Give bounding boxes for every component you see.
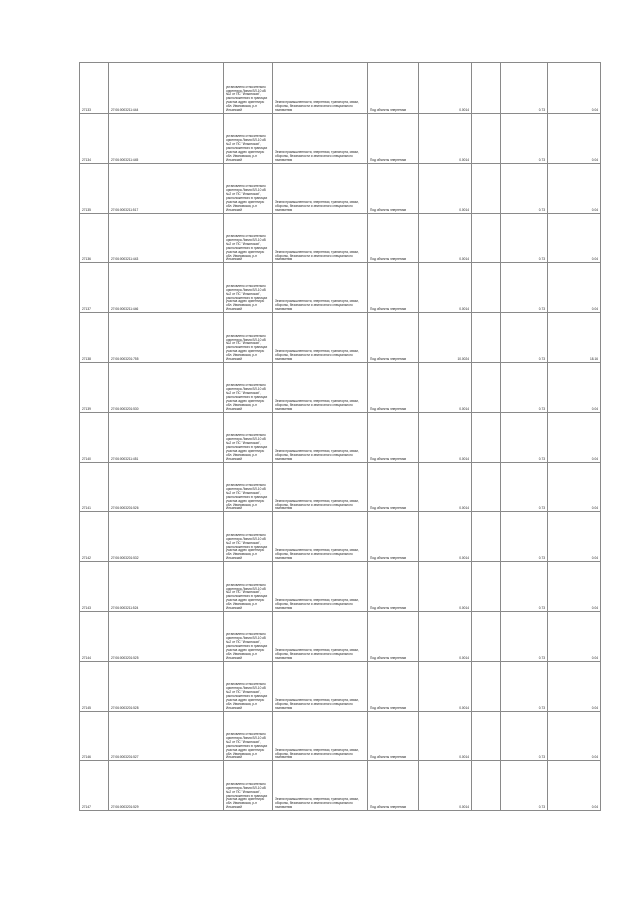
- empty-cell: [472, 263, 501, 313]
- land-category-cell: Земли промышленности, энергетики, транспорта, связи, обороны, безопасности и земли иного специального назначения: [273, 711, 368, 761]
- empty-cell: [472, 313, 501, 363]
- table-row: [80, 114, 601, 164]
- cadastral-number-cell: 27:06:0003211:444: [109, 63, 224, 114]
- rate-cell: 0.73: [501, 412, 548, 462]
- table-row: [80, 711, 601, 761]
- permitted-use-cell: Под объекты энергетики: [368, 711, 419, 761]
- tax-amount-cell: 18.16: [548, 313, 601, 363]
- tax-amount-cell: 0.04: [548, 263, 601, 313]
- rate-cell: 0.73: [501, 213, 548, 263]
- permitted-use-cell: Под объекты энергетики: [368, 63, 419, 114]
- permitted-use-cell: Под объекты энергетики: [368, 114, 419, 164]
- rate-cell: 0.73: [501, 114, 548, 164]
- tax-amount-cell: 0.04: [548, 611, 601, 661]
- row-number-cell: 27141: [80, 462, 109, 512]
- land-category-cell: Земли промышленности, энергетики, транспорта, связи, обороны, безопасности и земли иного специального назначения: [273, 611, 368, 661]
- empty-cell: [472, 711, 501, 761]
- cadastral-number-cell: 27:06:0003201:527: [109, 711, 224, 761]
- tax-amount-cell: 0.04: [548, 761, 601, 811]
- cadastral-number-cell: 27:06:0003211:517: [109, 163, 224, 213]
- row-number-cell: 27135: [80, 163, 109, 213]
- rate-cell: 0.73: [501, 711, 548, 761]
- permitted-use-cell: Под объекты энергетики: [368, 313, 419, 363]
- table-row: [80, 313, 601, 363]
- table-row: [80, 562, 601, 612]
- area-cell: 0.0014: [419, 661, 472, 711]
- location-description-cell: установлено относительно ориентира Линия ВЛ-10 кВ №2 от ПС "Ильинская", расположенного в границах участка адрес ориентира: обл. Ивановская, р-н Ильинский: [224, 313, 273, 363]
- area-cell: 0.0014: [419, 711, 472, 761]
- cadastral-number-cell: 27:06:0003211:524: [109, 562, 224, 612]
- cadastral-number-cell: 27:06:0003201:528: [109, 661, 224, 711]
- location-description-cell: установлено относительно ориентира Линия ВЛ-10 кВ №2 от ПС "Ильинская", расположенного в границах участка адрес ориентира: обл. Ивановская, р-н Ильинский: [224, 611, 273, 661]
- location-description-cell: установлено относительно ориентира Линия ВЛ-10 кВ №2 от ПС "Ильинская", расположенного в границах участка адрес ориентира: обл. Ивановская, р-н Ильинский: [224, 761, 273, 811]
- area-cell: 0.0014: [419, 163, 472, 213]
- rate-cell: 0.73: [501, 562, 548, 612]
- table-row: [80, 163, 601, 213]
- row-number-cell: 27147: [80, 761, 109, 811]
- area-cell: 0.0014: [419, 761, 472, 811]
- row-number-cell: 27146: [80, 711, 109, 761]
- land-category-cell: Земли промышленности, энергетики, транспорта, связи, обороны, безопасности и земли иного специального назначения: [273, 63, 368, 114]
- empty-cell: [472, 362, 501, 412]
- table-row: [80, 512, 601, 562]
- land-tax-table: [79, 62, 601, 811]
- land-category-cell: Земли промышленности, энергетики, транспорта, связи, обороны, безопасности и земли иного специального назначения: [273, 362, 368, 412]
- empty-cell: [472, 611, 501, 661]
- rate-cell: 0.73: [501, 761, 548, 811]
- location-description-cell: установлено относительно ориентира Линия ВЛ-10 кВ №2 от ПС "Ильинская", расположенного в границах участка адрес ориентира: обл. Ивановская, р-н Ильинский: [224, 114, 273, 164]
- permitted-use-cell: Под объекты энергетики: [368, 611, 419, 661]
- table-row: [80, 263, 601, 313]
- permitted-use-cell: Под объекты энергетики: [368, 362, 419, 412]
- table-row: [80, 761, 601, 811]
- row-number-cell: 27142: [80, 512, 109, 562]
- row-number-cell: 27137: [80, 263, 109, 313]
- location-description-cell: установлено относительно ориентира Линия ВЛ-10 кВ №2 от ПС "Ильинская", расположенного в границах участка адрес ориентира: обл. Ивановская, р-н Ильинский: [224, 213, 273, 263]
- table-row: [80, 462, 601, 512]
- land-category-cell: Земли промышленности, энергетики, транспорта, связи, обороны, безопасности и земли иного специального назначения: [273, 512, 368, 562]
- land-category-cell: Земли промышленности, энергетики, транспорта, связи, обороны, безопасности и земли иного специального назначения: [273, 661, 368, 711]
- land-category-cell: Земли промышленности, энергетики, транспорта, связи, обороны, безопасности и земли иного специального назначения: [273, 562, 368, 612]
- land-category-cell: Земли промышленности, энергетики, транспорта, связи, обороны, безопасности и земли иного специального назначения: [273, 163, 368, 213]
- area-cell: 0.0014: [419, 462, 472, 512]
- cadastral-number-cell: 27:06:0003201:530: [109, 362, 224, 412]
- row-number-cell: 27140: [80, 412, 109, 462]
- area-cell: 0.0014: [419, 412, 472, 462]
- empty-cell: [472, 163, 501, 213]
- land-category-cell: Земли промышленности, энергетики, транспорта, связи, обороны, безопасности и земли иного специального назначения: [273, 213, 368, 263]
- tax-amount-cell: 0.04: [548, 462, 601, 512]
- land-category-cell: Земли промышленности, энергетики, транспорта, связи, обороны, безопасности и земли иного специального назначения: [273, 462, 368, 512]
- permitted-use-cell: Под объекты энергетики: [368, 562, 419, 612]
- location-description-cell: установлено относительно ориентира Линия ВЛ-10 кВ №2 от ПС "Ильинская", расположенного в границах участка адрес ориентира: обл. Ивановская, р-н Ильинский: [224, 412, 273, 462]
- row-number-cell: 27138: [80, 313, 109, 363]
- tax-amount-cell: 0.04: [548, 163, 601, 213]
- table-row: [80, 611, 601, 661]
- cadastral-number-cell: 27:06:0003211:451: [109, 412, 224, 462]
- tax-amount-cell: 0.04: [548, 661, 601, 711]
- row-number-cell: 27143: [80, 562, 109, 612]
- permitted-use-cell: Под объекты энергетики: [368, 163, 419, 213]
- cadastral-number-cell: 27:06:0003201:532: [109, 512, 224, 562]
- row-number-cell: 27139: [80, 362, 109, 412]
- area-cell: 0.0014: [419, 512, 472, 562]
- table-row: [80, 63, 601, 114]
- location-description-cell: установлено относительно ориентира Линия ВЛ-10 кВ №2 от ПС "Ильинская", расположенного в границах участка адрес ориентира: обл. Ивановская, р-н Ильинский: [224, 362, 273, 412]
- table-row: [80, 412, 601, 462]
- cadastral-number-cell: 27:06:0003211:445: [109, 114, 224, 164]
- tax-amount-cell: 0.04: [548, 63, 601, 114]
- rate-cell: 0.73: [501, 661, 548, 711]
- table-row: [80, 661, 601, 711]
- row-number-cell: 27136: [80, 213, 109, 263]
- rate-cell: 0.73: [501, 611, 548, 661]
- location-description-cell: установлено относительно ориентира Линия ВЛ-10 кВ №2 от ПС "Ильинская", расположенного в границах участка адрес ориентира: обл. Ивановская, р-н Ильинский: [224, 263, 273, 313]
- location-description-cell: установлено относительно ориентира Линия ВЛ-10 кВ №2 от ПС "Ильинская", расположенного в границах участка адрес ориентира: обл. Ивановская, р-н Ильинский: [224, 711, 273, 761]
- location-description-cell: установлено относительно ориентира Линия ВЛ-10 кВ №2 от ПС "Ильинская", расположенного в границах участка адрес ориентира: обл. Ивановская, р-н Ильинский: [224, 63, 273, 114]
- empty-cell: [472, 412, 501, 462]
- location-description-cell: установлено относительно ориентира Линия ВЛ-10 кВ №2 от ПС "Ильинская", расположенного в границах участка адрес ориентира: обл. Ивановская, р-н Ильинский: [224, 661, 273, 711]
- tax-amount-cell: 0.04: [548, 362, 601, 412]
- land-category-cell: Земли промышленности, энергетики, транспорта, связи, обороны, безопасности и земли иного специального назначения: [273, 263, 368, 313]
- tax-amount-cell: 0.04: [548, 213, 601, 263]
- land-category-cell: Земли промышленности, энергетики, транспорта, связи, обороны, безопасности и земли иного специального назначения: [273, 761, 368, 811]
- permitted-use-cell: Под объекты энергетики: [368, 661, 419, 711]
- land-category-cell: Земли промышленности, энергетики, транспорта, связи, обороны, безопасности и земли иного специального назначения: [273, 313, 368, 363]
- tax-amount-cell: 0.04: [548, 114, 601, 164]
- location-description-cell: установлено относительно ориентира Линия ВЛ-10 кВ №2 от ПС "Ильинская", расположенного в границах участка адрес ориентира: обл. Ивановская, р-н Ильинский: [224, 462, 273, 512]
- permitted-use-cell: Под объекты энергетики: [368, 412, 419, 462]
- rate-cell: 0.73: [501, 263, 548, 313]
- rate-cell: 0.73: [501, 462, 548, 512]
- cadastral-number-cell: 27:06:0003201:755: [109, 313, 224, 363]
- empty-cell: [472, 63, 501, 114]
- empty-cell: [472, 661, 501, 711]
- row-number-cell: 27133: [80, 63, 109, 114]
- empty-cell: [472, 562, 501, 612]
- permitted-use-cell: Под объекты энергетики: [368, 263, 419, 313]
- land-category-cell: Земли промышленности, энергетики, транспорта, связи, обороны, безопасности и земли иного специального назначения: [273, 412, 368, 462]
- row-number-cell: 27144: [80, 611, 109, 661]
- row-number-cell: 27145: [80, 661, 109, 711]
- rate-cell: 0.73: [501, 362, 548, 412]
- empty-cell: [472, 213, 501, 263]
- tax-amount-cell: 0.04: [548, 562, 601, 612]
- tax-amount-cell: 0.04: [548, 711, 601, 761]
- area-cell: 0.0014: [419, 562, 472, 612]
- permitted-use-cell: Под объекты энергетики: [368, 462, 419, 512]
- cadastral-number-cell: 27:06:0003201:526: [109, 462, 224, 512]
- area-cell: 0.0014: [419, 362, 472, 412]
- table-row: [80, 213, 601, 263]
- location-description-cell: установлено относительно ориентира Линия ВЛ-10 кВ №2 от ПС "Ильинская", расположенного в границах участка адрес ориентира: обл. Ивановская, р-н Ильинский: [224, 163, 273, 213]
- permitted-use-cell: Под объекты энергетики: [368, 213, 419, 263]
- row-number-cell: 27134: [80, 114, 109, 164]
- area-cell: 0.0014: [419, 611, 472, 661]
- land-category-cell: Земли промышленности, энергетики, транспорта, связи, обороны, безопасности и земли иного специального назначения: [273, 114, 368, 164]
- rate-cell: 0.73: [501, 512, 548, 562]
- cadastral-number-cell: 27:06:0003201:529: [109, 761, 224, 811]
- permitted-use-cell: Под объекты энергетики: [368, 761, 419, 811]
- rate-cell: 0.73: [501, 313, 548, 363]
- empty-cell: [472, 761, 501, 811]
- empty-cell: [472, 512, 501, 562]
- rate-cell: 0.73: [501, 63, 548, 114]
- tax-amount-cell: 0.04: [548, 412, 601, 462]
- rate-cell: 0.73: [501, 163, 548, 213]
- cadastral-number-cell: 27:06:0003201:525: [109, 611, 224, 661]
- area-cell: 10.0024: [419, 313, 472, 363]
- location-description-cell: установлено относительно ориентира Линия ВЛ-10 кВ №2 от ПС "Ильинская", расположенного в границах участка адрес ориентира: обл. Ивановская, р-н Ильинский: [224, 512, 273, 562]
- cadastral-number-cell: 27:06:0003211:443: [109, 213, 224, 263]
- area-cell: 0.0014: [419, 213, 472, 263]
- empty-cell: [472, 462, 501, 512]
- tax-amount-cell: 0.04: [548, 512, 601, 562]
- location-description-cell: установлено относительно ориентира Линия ВЛ-10 кВ №2 от ПС "Ильинская", расположенного в границах участка адрес ориентира: обл. Ивановская, р-н Ильинский: [224, 562, 273, 612]
- area-cell: 0.0014: [419, 114, 472, 164]
- area-cell: 0.0014: [419, 263, 472, 313]
- empty-cell: [472, 114, 501, 164]
- cadastral-number-cell: 27:06:0003211:446: [109, 263, 224, 313]
- table-row: [80, 362, 601, 412]
- permitted-use-cell: Под объекты энергетики: [368, 512, 419, 562]
- area-cell: 0.0014: [419, 63, 472, 114]
